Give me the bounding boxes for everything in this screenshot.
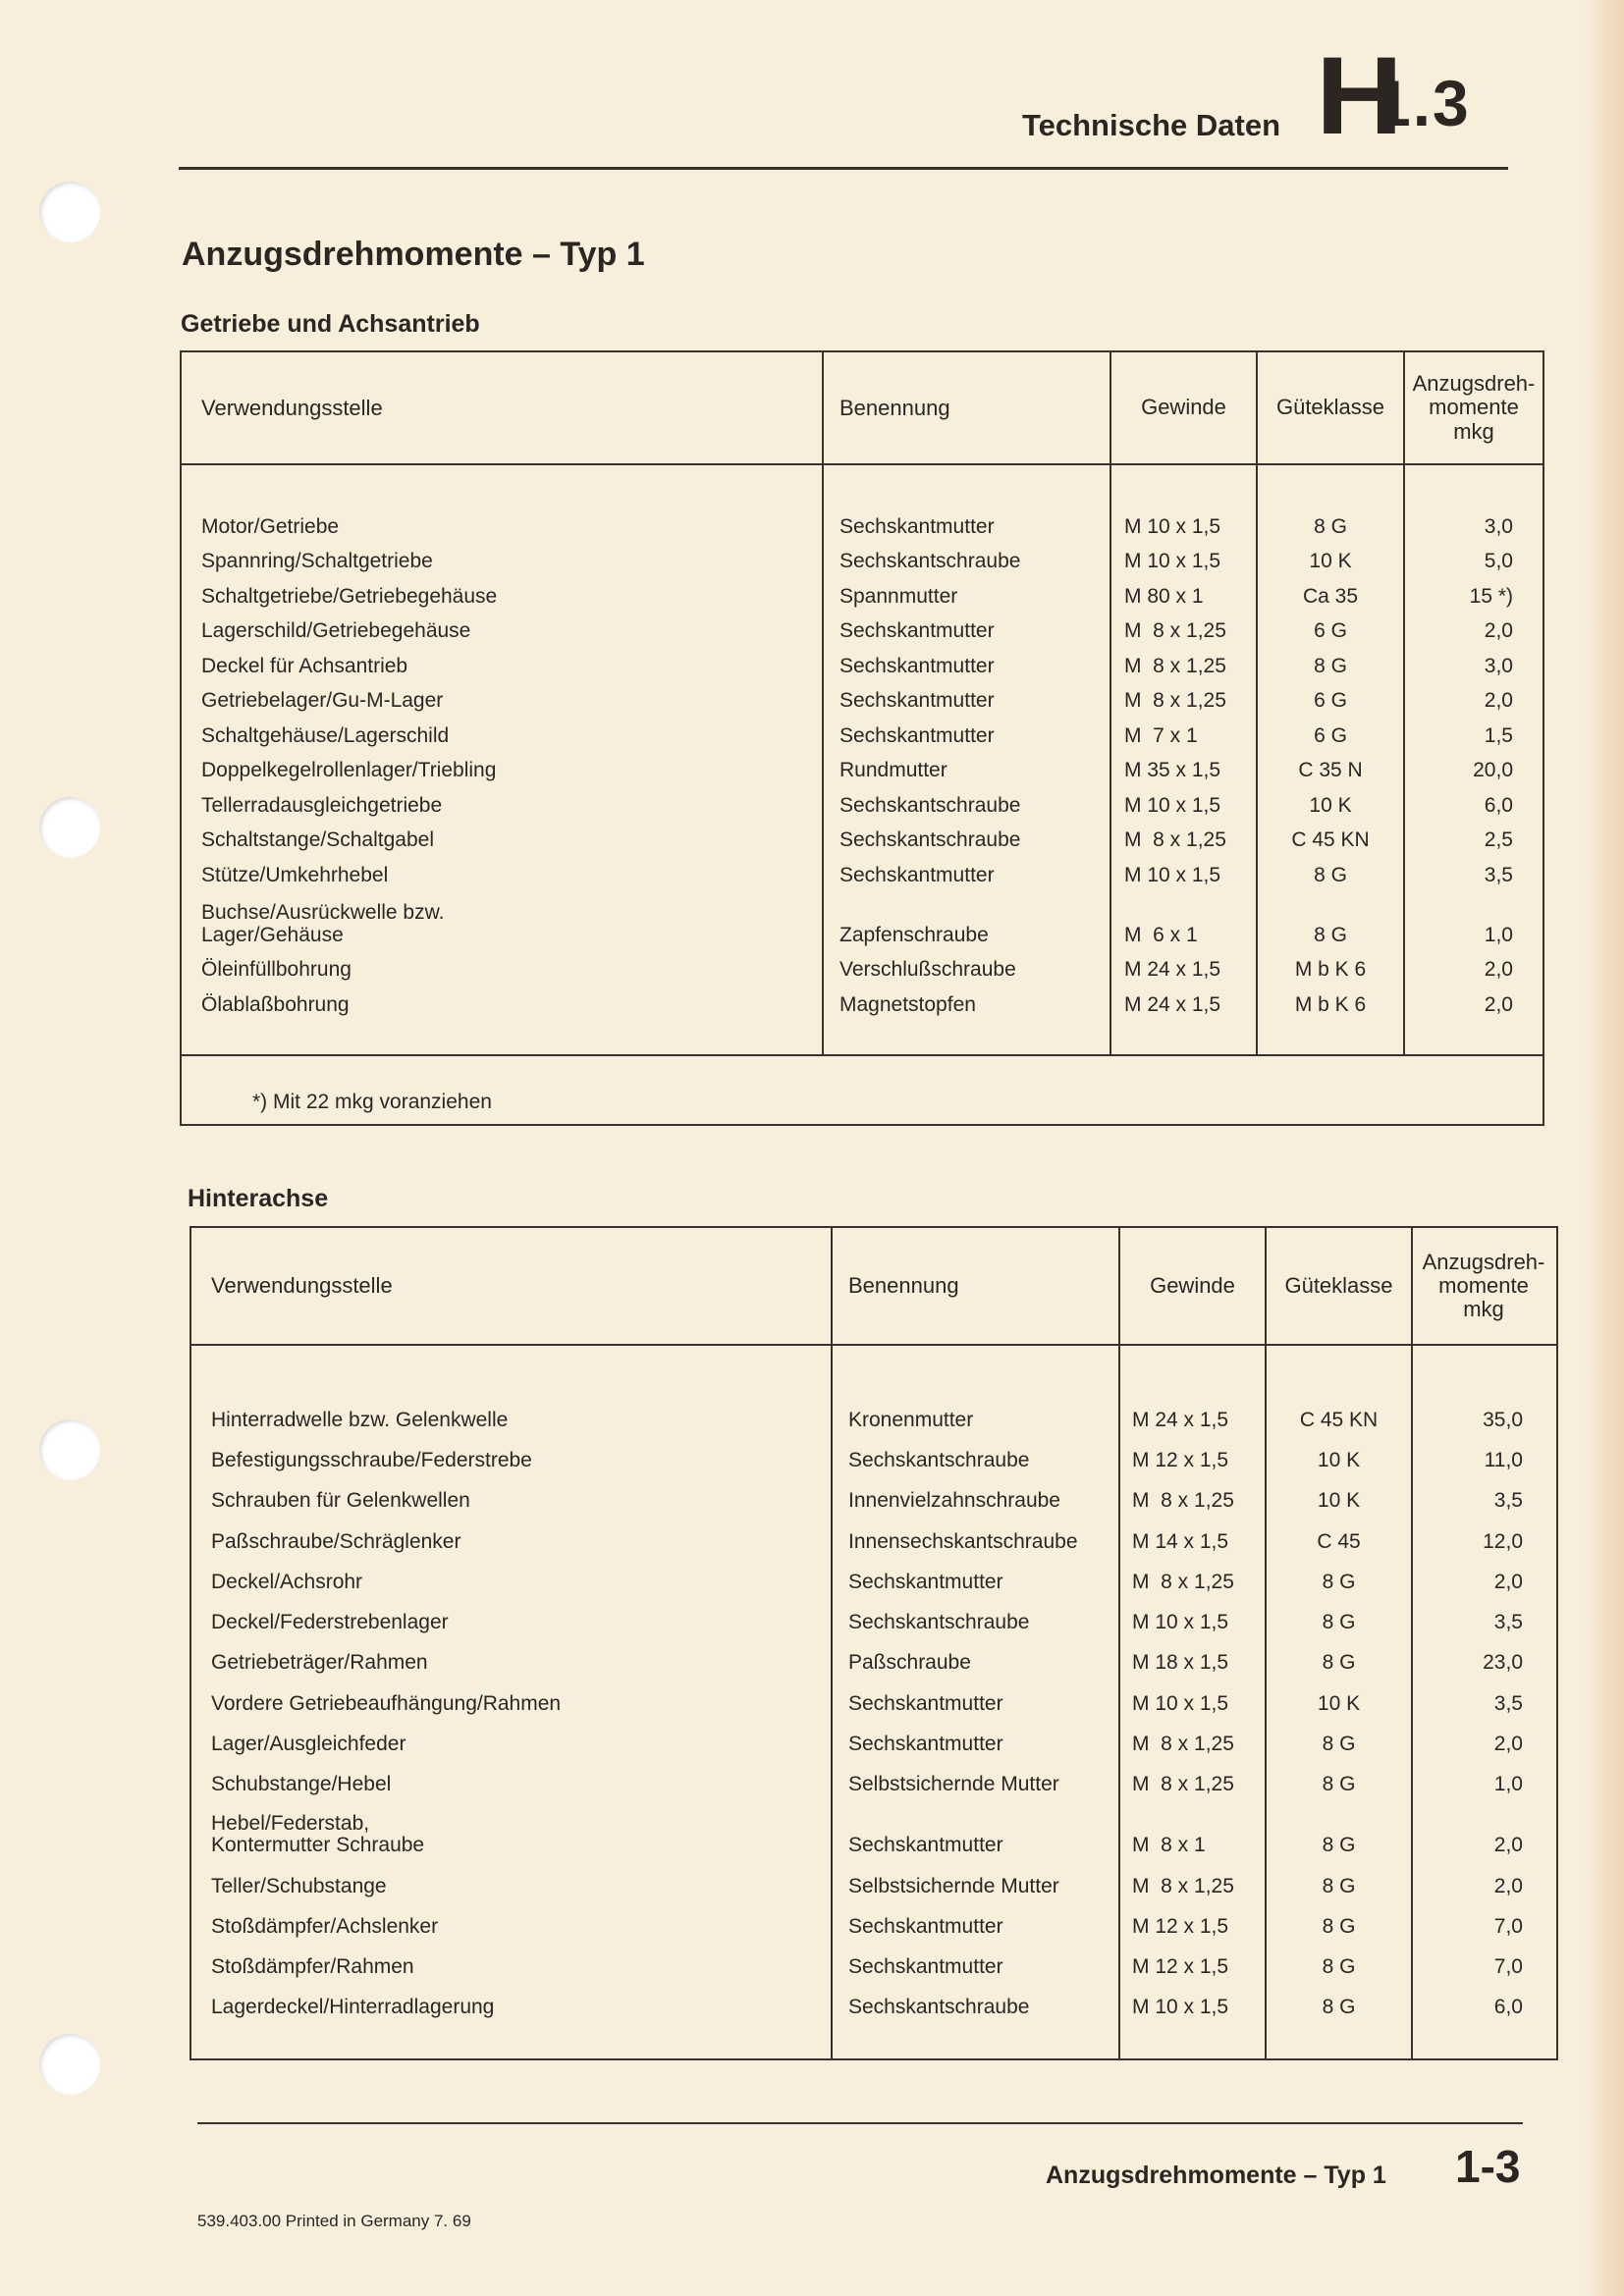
cell-benennung: Sechskantmutter xyxy=(839,619,995,643)
cell-benennung: Sechskantmutter xyxy=(839,723,995,747)
cell-stelle: Lagerschild/Getriebegehäuse xyxy=(201,619,471,643)
cell-gueteklasse: 10 K xyxy=(1309,550,1352,573)
cell-gueteklasse: C 45 xyxy=(1317,1529,1361,1553)
cell-benennung: Spannmutter xyxy=(839,584,958,608)
table-row xyxy=(191,1435,1556,1475)
cell-benennung: Sechskantmutter xyxy=(839,863,995,886)
cell-gueteklasse: 8 G xyxy=(1322,1834,1356,1857)
cell-benennung: Magnetstopfen xyxy=(839,992,976,1016)
cell-gueteklasse: 8 G xyxy=(1322,1914,1356,1938)
cell-moment: 6,0 xyxy=(1484,793,1513,817)
cell-stelle: Tellerradausgleichgetriebe xyxy=(201,793,443,817)
cell-benennung: Sechskantmutter xyxy=(839,689,995,713)
cell-gewinde: M 8 x 1,25 xyxy=(1124,619,1226,643)
cell-moment: 35,0 xyxy=(1483,1408,1523,1431)
cell-gueteklasse: M b K 6 xyxy=(1294,958,1367,982)
page-edge xyxy=(1585,0,1624,2296)
cell-benennung: Rundmutter xyxy=(839,759,947,782)
cell-moment: 20,0 xyxy=(1473,759,1513,782)
col-header-moment-line: Anzugsdreh- xyxy=(1422,1249,1545,1274)
table-row xyxy=(182,856,1543,891)
table-row xyxy=(191,1943,1556,1983)
table2-body xyxy=(191,1395,1556,2023)
cell-moment: 2,0 xyxy=(1493,1874,1523,1897)
cell-moment: 5,0 xyxy=(1484,550,1513,573)
cell-gueteklasse: 8 G xyxy=(1322,1996,1356,2019)
cell-stelle: Buchse/Ausrückwelle bzw. Lager/Gehäuse xyxy=(201,901,445,946)
cell-gewinde: M 35 x 1,5 xyxy=(1124,759,1221,782)
punch-hole xyxy=(39,797,100,858)
cell-moment: 3,0 xyxy=(1484,514,1513,538)
cell-benennung: Sechskantschraube xyxy=(839,793,1021,817)
cell-gueteklasse: C 35 N xyxy=(1298,759,1363,782)
cell-stelle: Deckel/Achsrohr xyxy=(211,1570,363,1593)
col-header-gueteklasse: Güteklasse xyxy=(1275,395,1385,420)
cell-gueteklasse: 8 G xyxy=(1322,1874,1356,1897)
cell-benennung: Sechskantmutter xyxy=(848,1955,1003,1979)
table-row xyxy=(191,1517,1556,1557)
cell-benennung: Sechskantmutter xyxy=(848,1691,1003,1715)
cell-gueteklasse: 8 G xyxy=(1314,923,1347,946)
table-row xyxy=(182,682,1543,718)
table-row xyxy=(182,577,1543,613)
cell-benennung: Selbstsichernde Mutter xyxy=(848,1773,1059,1796)
cell-moment: 2,0 xyxy=(1493,1570,1523,1593)
cell-gewinde: M 10 x 1,5 xyxy=(1132,1691,1229,1715)
cell-gewinde: M 10 x 1,5 xyxy=(1124,550,1221,573)
cell-gueteklasse: 8 G xyxy=(1314,514,1347,538)
table-row xyxy=(182,543,1543,578)
cell-stelle: Schaltstange/Schaltgabel xyxy=(201,828,434,852)
cell-gewinde: M 8 x 1,25 xyxy=(1132,1733,1234,1755)
table-getriebe xyxy=(180,350,1544,1126)
cell-stelle: Deckel für Achsantrieb xyxy=(201,654,408,677)
cell-moment: 3,5 xyxy=(1493,1489,1523,1513)
cell-gueteklasse: C 45 KN xyxy=(1299,1408,1379,1431)
cell-gewinde: M 10 x 1,5 xyxy=(1132,1611,1229,1634)
table-row xyxy=(191,1861,1556,1901)
cell-stelle: Motor/Getriebe xyxy=(201,514,340,538)
cell-stelle: Deckel/Federstrebenlager xyxy=(211,1611,449,1634)
table-row xyxy=(182,613,1543,648)
cell-stelle: Doppelkegelrollenlager/Triebling xyxy=(201,759,497,782)
cell-gewinde: M 10 x 1,5 xyxy=(1124,863,1221,886)
cell-stelle: Spannring/Schaltgetriebe xyxy=(201,550,433,573)
table-row xyxy=(182,951,1543,987)
cell-gueteklasse: 6 G xyxy=(1314,619,1347,643)
table-row xyxy=(191,1638,1556,1679)
col-header-stelle: Verwendungsstelle xyxy=(211,1273,393,1298)
cell-gueteklasse: 10 K xyxy=(1317,1691,1361,1715)
cell-benennung: Sechskantmutter xyxy=(848,1570,1003,1593)
cell-gueteklasse: 8 G xyxy=(1322,1733,1356,1755)
section-letter: H xyxy=(1316,34,1403,157)
cell-moment: 1,5 xyxy=(1484,723,1513,747)
table-row xyxy=(191,1983,1556,2023)
cell-moment: 1,0 xyxy=(1484,923,1513,946)
cell-stelle: Stoßdämpfer/Rahmen xyxy=(211,1955,414,1979)
cell-benennung: Sechskantmutter xyxy=(839,514,995,538)
table-row xyxy=(182,717,1543,752)
cell-moment: 15 *) xyxy=(1469,584,1513,608)
cell-gewinde: M 6 x 1 xyxy=(1124,923,1198,946)
cell-benennung: Kronenmutter xyxy=(848,1408,974,1431)
print-info: 539.403.00 Printed in Germany 7. 69 xyxy=(197,2212,471,2230)
table-row xyxy=(191,1557,1556,1597)
cell-stelle: Teller/Schubstange xyxy=(211,1874,387,1897)
cell-stelle: Hebel/Federstab, Kontermutter Schraube xyxy=(211,1811,425,1857)
table1-body xyxy=(182,507,1543,1021)
cell-gueteklasse: 10 K xyxy=(1317,1448,1361,1471)
cell-stelle: Lager/Ausgleichfeder xyxy=(211,1733,406,1755)
cell-moment: 23,0 xyxy=(1483,1651,1523,1675)
cell-benennung: Verschlußschraube xyxy=(839,958,1016,982)
section-number: 1.3 xyxy=(1375,67,1471,139)
cell-moment: 2,0 xyxy=(1484,619,1513,643)
col-header-gewinde: Gewinde xyxy=(1150,1272,1235,1298)
table-row xyxy=(182,647,1543,682)
section-label: Technische Daten xyxy=(1022,108,1281,142)
cell-gewinde: M 12 x 1,5 xyxy=(1132,1914,1229,1938)
cell-gewinde: M 10 x 1,5 xyxy=(1124,514,1221,538)
col-header-gueteklasse: Güteklasse xyxy=(1284,1272,1393,1298)
table-row xyxy=(191,1760,1556,1800)
table-row xyxy=(182,822,1543,857)
cell-benennung: Innensechskantschraube xyxy=(848,1529,1078,1553)
cell-stelle: Hinterradwelle bzw. Gelenkwelle xyxy=(211,1408,509,1431)
cell-stelle: Stütze/Umkehrhebel xyxy=(201,863,389,886)
cell-gewinde: M 12 x 1,5 xyxy=(1132,1448,1229,1471)
cell-gewinde: M 8 x 1,25 xyxy=(1124,654,1226,677)
table-row xyxy=(191,1901,1556,1942)
cell-moment: 3,5 xyxy=(1484,863,1513,886)
col-header-benennung: Benennung xyxy=(848,1273,959,1298)
cell-benennung: Sechskantmutter xyxy=(848,1914,1003,1938)
col-header-gewinde: Gewinde xyxy=(1141,395,1226,420)
cell-gewinde: M 8 x 1,25 xyxy=(1132,1874,1234,1897)
cell-moment: 2,5 xyxy=(1484,828,1513,852)
table-row xyxy=(191,1800,1556,1861)
cell-gueteklasse: M b K 6 xyxy=(1294,992,1367,1016)
table-row xyxy=(182,786,1543,822)
table-row xyxy=(191,1476,1556,1517)
cell-gewinde: M 14 x 1,5 xyxy=(1132,1529,1229,1553)
cell-benennung: Innenvielzahnschraube xyxy=(848,1489,1060,1513)
table-row xyxy=(191,1679,1556,1719)
cell-gewinde: M 80 x 1 xyxy=(1124,584,1204,608)
cell-moment: 2,0 xyxy=(1484,689,1513,713)
cell-moment: 2,0 xyxy=(1493,1834,1523,1857)
cell-benennung: Selbstsichernde Mutter xyxy=(848,1874,1059,1897)
cell-gewinde: M 12 x 1,5 xyxy=(1132,1955,1229,1979)
col-header-benennung: Benennung xyxy=(839,395,950,420)
cell-benennung: Sechskantmutter xyxy=(839,654,995,677)
cell-benennung: Sechskantschraube xyxy=(848,1996,1030,2019)
cell-stelle: Öleinfüllbohrung xyxy=(201,958,352,982)
cell-stelle: Paßschraube/Schräglenker xyxy=(211,1529,461,1553)
cell-gewinde: M 10 x 1,5 xyxy=(1132,1996,1229,2019)
cell-stelle: Stoßdämpfer/Achslenker xyxy=(211,1914,439,1938)
cell-moment: 3,5 xyxy=(1493,1691,1523,1715)
cell-gewinde: M 8 x 1,25 xyxy=(1124,828,1226,852)
cell-gewinde: M 10 x 1,5 xyxy=(1124,793,1221,817)
cell-gewinde: M 8 x 1 xyxy=(1132,1834,1206,1857)
table-row xyxy=(182,891,1543,951)
table-hinterachse xyxy=(189,1226,1558,2060)
header-rule xyxy=(179,167,1508,170)
cell-gewinde: M 8 x 1,25 xyxy=(1132,1773,1234,1796)
cell-stelle: Schubstange/Hebel xyxy=(211,1773,392,1796)
footer-title: Anzugsdrehmomente – Typ 1 xyxy=(1046,2162,1386,2189)
cell-gueteklasse: 6 G xyxy=(1314,689,1347,713)
cell-moment: 6,0 xyxy=(1493,1996,1523,2019)
cell-gewinde: M 24 x 1,5 xyxy=(1124,992,1221,1016)
cell-benennung: Sechskantschraube xyxy=(848,1611,1030,1634)
punch-hole xyxy=(39,1419,100,1480)
punch-hole xyxy=(39,2034,100,2095)
cell-gewinde: M 24 x 1,5 xyxy=(1132,1408,1229,1431)
cell-benennung: Sechskantschraube xyxy=(848,1448,1030,1471)
cell-stelle: Schrauben für Gelenkwellen xyxy=(211,1489,470,1513)
cell-stelle: Schaltgetriebe/Getriebegehäuse xyxy=(201,584,498,608)
cell-moment: 12,0 xyxy=(1483,1529,1523,1553)
cell-gueteklasse: 8 G xyxy=(1322,1570,1356,1593)
cell-moment: 3,5 xyxy=(1493,1611,1523,1634)
cell-moment: 2,0 xyxy=(1484,992,1513,1016)
cell-gueteklasse: 8 G xyxy=(1322,1611,1356,1634)
cell-gueteklasse: 8 G xyxy=(1314,863,1347,886)
col-header-stelle: Verwendungsstelle xyxy=(201,395,383,420)
col-header-moment-line: Anzugsdreh- xyxy=(1412,371,1536,397)
cell-stelle: Schaltgehäuse/Lagerschild xyxy=(201,723,450,747)
cell-gueteklasse: 8 G xyxy=(1322,1773,1356,1796)
table1-heading: Getriebe und Achsantrieb xyxy=(181,310,480,338)
cell-stelle: Ölablaßbohrung xyxy=(201,992,350,1016)
cell-moment: 1,0 xyxy=(1493,1773,1523,1796)
cell-moment: 7,0 xyxy=(1493,1914,1523,1938)
cell-stelle: Befestigungsschraube/Federstrebe xyxy=(211,1448,532,1471)
cell-moment: 2,0 xyxy=(1484,958,1513,982)
col-header-moment-line: momente xyxy=(1438,1272,1529,1298)
cell-gueteklasse: 8 G xyxy=(1322,1651,1356,1675)
cell-benennung: Sechskantschraube xyxy=(839,550,1021,573)
cell-gueteklasse: C 45 KN xyxy=(1291,828,1370,852)
cell-gueteklasse: 8 G xyxy=(1314,654,1347,677)
table-row xyxy=(191,1719,1556,1759)
page-title: Anzugsdrehmomente – Typ 1 xyxy=(182,236,645,273)
cell-stelle: Getriebeträger/Rahmen xyxy=(211,1651,428,1675)
col-header-moment-line: mkg xyxy=(1453,418,1494,444)
cell-stelle: Vordere Getriebeaufhängung/Rahmen xyxy=(211,1691,562,1715)
footer-rule xyxy=(197,2122,1523,2124)
cell-gewinde: M 8 x 1,25 xyxy=(1124,689,1226,713)
footnote: *) Mit 22 mkg voranziehen xyxy=(252,1091,492,1113)
cell-moment: 2,0 xyxy=(1493,1733,1523,1755)
cell-benennung: Sechskantschraube xyxy=(839,828,1021,852)
cell-gueteklasse: 10 K xyxy=(1309,793,1352,817)
cell-gueteklasse: 6 G xyxy=(1314,723,1347,747)
col-header-moment-line: momente xyxy=(1429,395,1519,420)
cell-gewinde: M 7 x 1 xyxy=(1124,723,1198,747)
cell-stelle: Lagerdeckel/Hinterradlagerung xyxy=(211,1996,495,2019)
cell-moment: 11,0 xyxy=(1484,1448,1523,1471)
cell-moment: 7,0 xyxy=(1493,1955,1523,1979)
cell-benennung: Paßschraube xyxy=(848,1651,971,1675)
table2-heading: Hinterachse xyxy=(188,1185,329,1212)
cell-moment: 3,0 xyxy=(1484,654,1513,677)
cell-gueteklasse: 10 K xyxy=(1317,1489,1361,1513)
cell-gewinde: M 18 x 1,5 xyxy=(1132,1651,1229,1675)
punch-hole xyxy=(39,182,100,242)
cell-benennung: Zapfenschraube xyxy=(839,923,989,946)
table-row xyxy=(191,1597,1556,1637)
col-header-moment xyxy=(1405,352,1543,463)
cell-gewinde: M 24 x 1,5 xyxy=(1124,958,1221,982)
table-row xyxy=(182,752,1543,787)
cell-benennung: Sechskantmutter xyxy=(848,1733,1003,1755)
cell-gueteklasse: 8 G xyxy=(1322,1955,1356,1979)
page-number: 1-3 xyxy=(1455,2141,1521,2192)
cell-gewinde: M 8 x 1,25 xyxy=(1132,1570,1234,1593)
cell-gueteklasse: Ca 35 xyxy=(1302,584,1359,608)
table-row xyxy=(182,986,1543,1021)
table-row xyxy=(191,1395,1556,1435)
table-row xyxy=(182,507,1543,543)
cell-benennung: Sechskantmutter xyxy=(848,1834,1003,1857)
cell-stelle: Getriebelager/Gu-M-Lager xyxy=(201,689,444,713)
col-header-moment-line: mkg xyxy=(1463,1297,1504,1322)
cell-gewinde: M 8 x 1,25 xyxy=(1132,1489,1234,1513)
col-header-moment xyxy=(1413,1228,1554,1344)
